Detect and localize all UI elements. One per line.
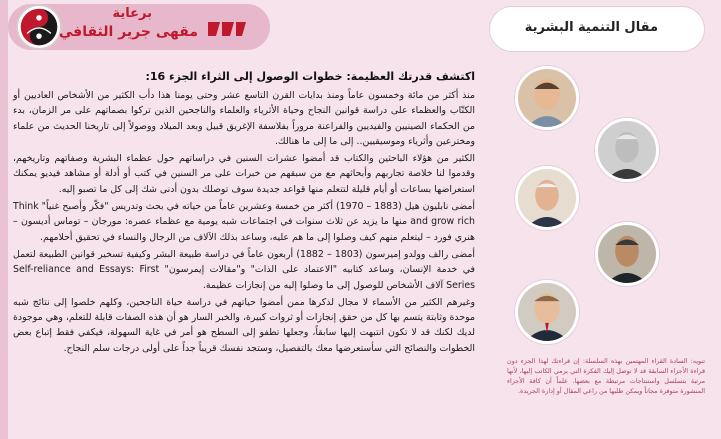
decorative-strip [0, 0, 8, 439]
sponsor-banner [8, 4, 270, 50]
article-paragraph: الكثير من هؤلاء الباحثين والكتاب قد أمضوا عشرات السنين في دراساتهم حول عظماء البشرية وصفاتهم وتاريخهم، وقدموا لنا خلاصة تجاربهم وأبحاثهم مع من سبقهم من خبرات على مر السنين في كتب أو أدلة أو مشاهد فيديو يمكنك استعراضها بساعات أو أيام قليلة لتتعلم منها قواعد جديدة سوف توصلك بدون أدنى شك إلى كل ما تصبو إليه. [13, 153, 475, 195]
sponsor-label: برعاية [112, 6, 152, 21]
reader-note: تنويه: السادة القراء المهتمين بهذه السلسلة: إن قراءتك لهذا الجزء دون قراءة الأجزاء السابقة قد لا توصل إليك الفكرة التي يرمي الكاتب إليها، لأنها مرتبة بتسلسل واستنتاجات مرتبطة مع بعضها. علماً أن كافة الأجزاء المنشورة متوفرة مجاناً ويمكن طلبها من راعي المقال أو إدارة الجريدة. [507, 357, 705, 395]
portrait-photo [515, 66, 579, 130]
portrait-photo [515, 280, 579, 344]
portrait-photo [595, 118, 659, 182]
article-paragraph: أمضى رالف وولدو إميرسون (1803 – 1882) أربعون عاماً في دراسة طبيعة البشر وكيفية تسخير قوانين الطبيعة لتعمل في خدمة الإنسان، وساعد كتابيه "الاعتماد على الذات" و"مقالات إيمرسون" Self-reliance and Essays: First Series آلاف الأشخاص للوصول إلى ما وصلوا إليه من إنجازات عظيمة. [13, 248, 476, 291]
jarir-logo-icon [206, 18, 248, 40]
section-banner [489, 6, 705, 52]
yin-yang-logo-icon [16, 4, 62, 50]
article-paragraph: منذ أكثر من مائة وخمسون عاماً ومنذ بدايات القرن التاسع عشر وحتى يومنا هذا دأب الكثير من الأشخاص العاديين أو الكتّاب والعظماء على دراسة قوانين النجاح وحياة الأثرياء والعلماء والناجحين الذين تركوا بصماتهم على مر الزمان، بدء من الحكماء الصينيين والفيديين والفراعنة مروراً بفلاسفة الإغريق قبيل وبعد الميلاد ووصولاً إلى تاريخنا الحديث من علماء ومخترعين وأثرياء وموسيقيين.. إلى ما إلى ما هنالك. [13, 90, 475, 147]
article-paragraph: أمضى نابليون هيل (1883 – 1970) أكثر من خمسة وعشرين عاماً من حياته في بحث وتدريس "فكّر وأصبح غنياً" Think and grow rich منها ما يزيد عن ثلاث سنوات في اجتماعات شبه يومية مع عظماء عصره: مورجان – توماس أديسون – هنري فورد – ليتعلم منهم كيف وصلوا إلى ما هم عليه، وساعد بذلك الآلاف من الرجال والنساء في تحقيق أحلامهم. [13, 201, 476, 243]
section-title: مقال التنمية البشرية [524, 20, 658, 35]
portrait-photo [595, 222, 659, 286]
article-title: اكتشف قدرتك العظيمة: خطوات الوصول إلى الثراء الجزء 16: [145, 70, 475, 83]
article-paragraph: وغيرهم الكثير من الأسماء لا مجال لذكرها ممن أمضوا حياتهم في دراسة حياة الناجحين، وكلهم خلصوا إلى نتائج شبه موحدة وثابتة يتسم بها كل من حقق إنجازات أو ثروات كبيرة، والخبر السار هو أن هذه الصفات قابلة للتعلم، وهي موجودة لديك لكنك قد لا تكون انتبهت إليها سابقاً، وجعلها تطفو إلى السطح هو أمر في غاية السهولة، فيكفي فقط إتباع بعض الخطوات والنصائح التي سأستعرضها معك بالتفصيل، وستجد نفسك قريباً جداً على أولى درجات سلم النجاح. [13, 296, 475, 354]
portraits-column [485, 58, 705, 358]
portrait-photo [515, 166, 579, 230]
sponsor-name: مقهى جرير الثقافي [58, 24, 198, 40]
article-body [13, 88, 475, 358]
